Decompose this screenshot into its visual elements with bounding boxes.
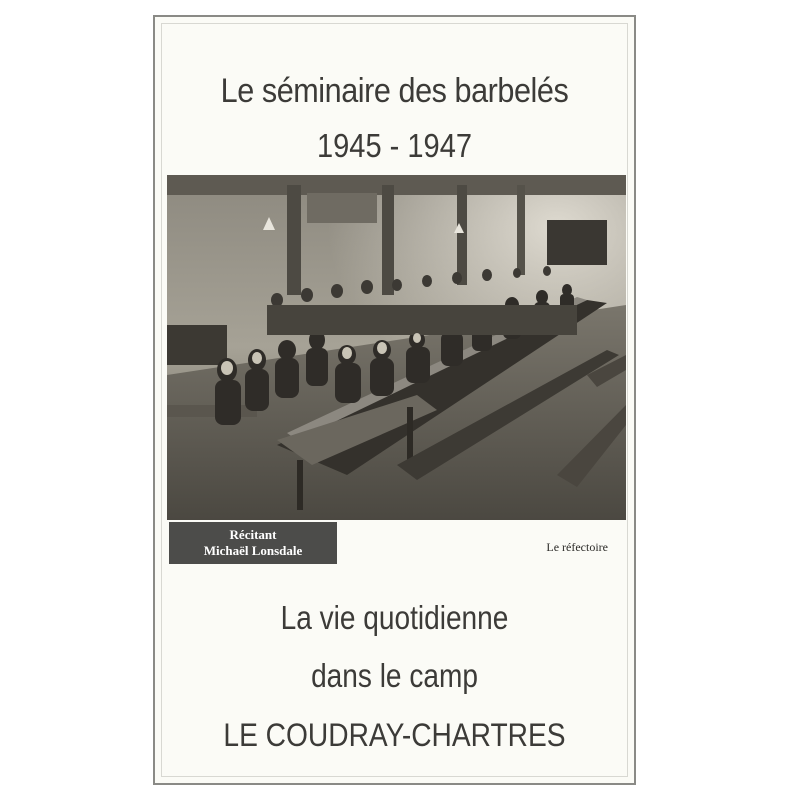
narrator-label — [169, 522, 337, 564]
refectory-photo — [167, 175, 626, 520]
place-name: LE COUDRAY-CHARTRES — [223, 717, 566, 753]
cd-cover — [153, 15, 636, 785]
cover-subtitle — [191, 589, 598, 705]
narrator-name: Michaël Lonsdale — [203, 543, 303, 558]
cover-years: 1945 - 1947 — [316, 127, 473, 164]
subtitle-line-1: La vie quotidienne — [280, 599, 509, 636]
refectory-photo-drawing — [167, 175, 626, 520]
subtitle-line-2: dans le camp — [311, 657, 478, 694]
photo-caption: Le réfectoire — [546, 540, 608, 554]
cover-title: Le séminaire des barbelés — [220, 72, 569, 110]
narrator-role: Récitant — [229, 527, 277, 542]
